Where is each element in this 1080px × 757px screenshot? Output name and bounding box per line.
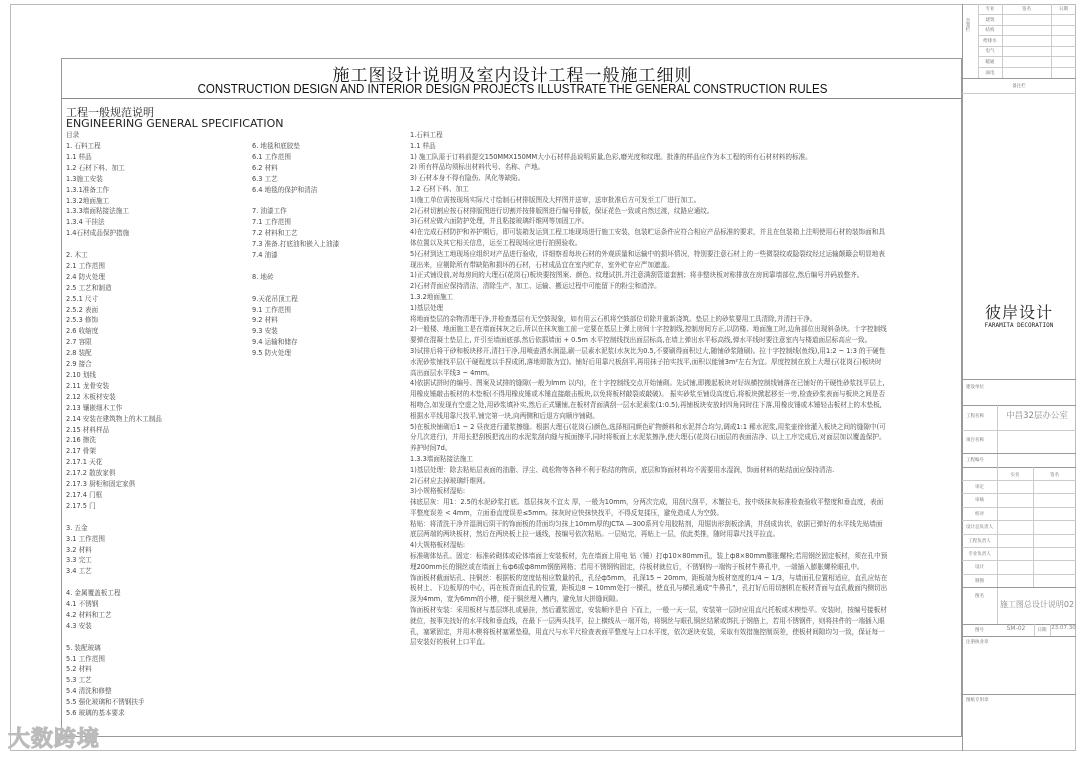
toc-item: 3.3 完工 [66, 556, 92, 565]
spec-paragraph: 3)试排后将干砂和板块移开,清扫干净,用喷壶洒水润湿,刷一层素水泥浆(水灰比为0.5,不要刷得面积过大,随铺砂浆随刷)。拉十字控制线(鱼线),用1:2 ~ 1:3 的干硬性水泥砂浆铺找平层(干硬程度以手捏成团,落地即散为宜)。铺好后用靠尺板刮平,再用抹子拍实找平,面积以能铺3m²左右为宜。厚度控制在放上大理石(花岗石)板块时高出面层水平线3 ~ 4mm。 [410, 346, 886, 377]
toc-item: 4.3 安装 [66, 621, 92, 630]
toc-item: 2.6 收缩度 [66, 327, 99, 336]
toc-item [66, 512, 162, 523]
spec-paragraph: 饰面板材截面钻孔、挂铜丝：根据板的宽度钻相应数量的孔，孔径ф5mm， 孔深15 ~ 20mm，距板端为板材宽度的1/4 ~ 1/3，与墙面孔位置相适应，直孔应钻在板材上、下边板厚的中心，再在板背面直孔的位置，距板边8 ~ 10mm处打一横孔，使直孔与横孔通成“牛鼻孔”，孔打好后用切割机在板材背面与直孔截面内侧切出深为4mm，宽为6mm的小槽，便于铜丝埋入槽内，避免加大拼缝间隙。 [410, 573, 888, 604]
toc-item: 2.15 材料样品 [66, 425, 110, 434]
toc-item: 7. 油漆工作 [252, 207, 287, 216]
toc-item: 1.4石材成品保护措施 [66, 229, 130, 238]
toc-item: 2.5 工艺和制造 [66, 283, 112, 292]
row-divider [978, 46, 1076, 47]
project-label: 工程名称 [966, 414, 984, 419]
col-date: 日期 [1059, 7, 1068, 12]
remarks-label: 备注栏 [1012, 84, 1026, 89]
toc-item: 1.3.4 干挂法 [66, 218, 105, 227]
toc-item: 3. 五金 [66, 523, 88, 532]
toc-item: 6.1 工作范围 [252, 152, 291, 161]
toc-item: 3.2 材料 [66, 545, 92, 554]
title-block [962, 4, 1076, 751]
toc-item: 6. 地毯和底胶垫 [252, 142, 300, 150]
toc-item: 9.4 运输和储存 [252, 338, 298, 347]
toc-item: 7.4 油漆 [252, 251, 278, 260]
client-label: 建设单位 [966, 385, 984, 390]
spec-paragraph: 5)石材到达工地现场应组织对产品进行验收，详细察看每块石材的外观质量和运输中的损坏情况，特别要注意石材上的一些微裂纹或隐裂纹经过运输颠簸会明显地表现出来，应剔除所有带缺陷和损坏的石材，石材成品宜在室内贮存，室外贮存应严加遮盖。 [410, 249, 885, 269]
spec-paragraph: 1)基层处理：除去粘贴层表面的油脂、浮尘、疏松物等各种不利于粘结的物质，底层和饰面材料均不需要用水湿润，饰面材料的粘结面应保持清洁. [410, 465, 835, 474]
toc-item: 2.5.1 尺寸 [66, 294, 99, 303]
specification-body [410, 130, 888, 648]
row-divider [962, 507, 1076, 508]
spec-paragraph: 粘贴：将清洗干净并湿润后阴干的饰面板的背面均匀抹上10mm厚的JCTA —300系列专用胶粘剂，用锯齿形刮板涂满，并刮成齿状，依据已弹好的水平线先贴墙面底层两端的两块板材，然后在两块板上拉一通线，按编号依次粘贴。一层贴完，再贴上一层，依此类推，随时用靠尺找平拉直。 [410, 519, 883, 539]
role-label: 工程负责人 [968, 538, 991, 544]
role-label: 专业负责人 [968, 552, 991, 557]
row-divider [978, 14, 1076, 15]
toc-item: 2.10 划线 [66, 371, 96, 380]
toc-item: 2.1 工作范围 [66, 261, 105, 270]
role-label: 校对 [975, 511, 984, 517]
col-sign: 签名 [1022, 7, 1031, 12]
toc-item: 9.天花吊顶工程 [252, 294, 298, 303]
drawing-name-label: 图名 [975, 594, 984, 599]
sheet-title-en: CONSTRUCTION DESIGN AND INTERIOR DESIGN PROJECTS ILLUSTRATE THE GENERAL CONSTRUCTION RULES [197, 82, 828, 96]
toc-item: 2. 木工 [66, 251, 88, 260]
spec-paragraph: 2)石材应去掉玻璃纤维网。 [410, 476, 490, 485]
drawing-number: SM-02 [1006, 625, 1026, 632]
toc-item: 2.9 接合 [66, 360, 92, 369]
spec-paragraph: 1.3.3墙面粘接法施工 [410, 454, 473, 463]
toc-item: 5.6 玻璃的基本要求 [66, 709, 125, 718]
countersign-major: 给排水 [983, 38, 997, 44]
toc-item: 2.17.1 天花 [66, 458, 103, 467]
spec-paragraph: 1.1 样品 [410, 141, 436, 150]
toc-item: 2.8 装配 [66, 349, 92, 358]
drawing-name: 施工图总设计说明02 [999, 600, 1075, 609]
toc-item: 1.3施工安装 [66, 174, 103, 183]
row-divider [962, 534, 1076, 535]
toc-item: 6.4 地毯的保护和清洁 [252, 185, 318, 194]
toc-item: 1.3.1准备工作 [66, 185, 110, 194]
toc-item: 2.17.5 门 [66, 501, 96, 510]
toc-item: 5.3 工艺 [66, 676, 92, 685]
drawing-frame [61, 58, 962, 737]
toc-item: 5.2 材料 [66, 665, 92, 674]
spec-paragraph: 1.3.2地面施工 [410, 292, 454, 301]
role-label: 审核 [975, 498, 984, 504]
spec-paragraph: 2)石材切割应按石材排版图进行切割并按排版图进行编号排版，保证花色一致或自然过渡，纹路应通纹。 [410, 206, 714, 215]
spec-paragraph: 2)石材背面应保持清洁，清除生产、加工、运输、搬运过程中可能留下的粉尘和渣滓。 [410, 282, 661, 291]
toc-item: 2.13 镶嵌细木工作 [66, 403, 123, 412]
seal-label: 注册执业章 [966, 640, 989, 645]
toc-item: 2.16 擦洗 [66, 436, 96, 445]
watermark: 大数跨境 [8, 727, 101, 752]
role-label: 审定 [975, 485, 984, 490]
toc-item: 9.3 安装 [252, 327, 278, 336]
toc-item: 5.5 强化玻璃和不锈钢扶手 [66, 698, 145, 707]
col-real-name: 实名 [1010, 473, 1020, 478]
toc-item: 7.3 准备.打底油和嵌入上油漆 [252, 240, 340, 249]
spec-paragraph: 1)基层处理 [410, 303, 444, 312]
stamp-label: 图纸专用章 [966, 698, 989, 703]
toc-item: 2.17.2 散放家俱 [66, 469, 116, 478]
spec-paragraph: 将地面垫层的杂物清理干净,并检查基层有无空鼓现象，如有用云石机将空鼓部位切除并重新浇筑。垫层上的砂浆要用工具清除,并清扫干净。 [410, 314, 817, 323]
toc-item: 9.2 材料 [252, 316, 278, 325]
spec-paragraph: 饰面板材安装：采用板材与基层绑扎或悬挂，然后灌浆固定，安装顺序是自 下而上，一般一天一层，安装第一层时应用直尺托板或木楔垫平。安装时，按编号接板材就位，按事先找好的水平线和垂直线，在最下一层两头找平，拉上横线从一端开始，将铜丝与眼孔铜丝结紧或绑扎于钢筋上，若用不锈钢件，则将挂件的一端插入眼孔，塞紧固定，并用木楔将板材塞紧垫稳，用直尺与水平尺检查表面平整度与上口水平度，依次逐块安装，采取有效措施控制误差，使板材间隙均匀一致，保证每一层安装好的板材上口平直。 [410, 606, 887, 647]
col-major: 专业 [985, 7, 995, 12]
toc-item: 2.12 木板材安装 [66, 392, 116, 401]
toc-item: 5.4 清洗和修整 [66, 687, 112, 696]
toc-item: 3.4 工艺 [66, 567, 92, 576]
toc-item: 2.17 骨架 [66, 447, 96, 456]
role-label: 制图 [975, 578, 984, 584]
role-label: 设计 [975, 565, 984, 571]
spec-paragraph: 1)施工单位需按现场实际尺寸绘制石材排版图及大样图并送审，送审批准后方可发至工厂进行加工。 [410, 195, 701, 204]
row-divider [962, 493, 1076, 494]
countersign-major: 结构 [985, 28, 995, 34]
toc-column-1 [66, 141, 162, 719]
toc-item [252, 283, 339, 294]
spec-paragraph: 3)小规格板材湿贴: [410, 487, 466, 496]
col-signature: 签名 [1050, 473, 1059, 478]
spec-paragraph: 标准砌体钻孔、固定：标准砖砌体或砼体墙面上安装板材，先在墙面上用电 钻（锤）打ф10×80mm孔，装上ф8×80mm膨胀螺栓;若用钢丝固定板材，须在孔中预埋200mm长的铜丝或在墙面上布ф6或ф8mm钢筋网格；若用不锈钢钩固定，待板材就位后，不锈钢钩一端钩于板材牛鼻孔中，一端插入膨胀螺栓眼孔中。 [410, 552, 888, 571]
toc-item [66, 632, 162, 643]
spec-paragraph: 1.2 石材下料、加工 [410, 184, 469, 193]
toc-item: 9.1 工作范围 [252, 305, 291, 314]
toc-item: 2.14 安装在建筑物上的木工制品 [66, 414, 162, 423]
spec-paragraph: 4)大规格板材湿贴: [410, 541, 466, 550]
toc-item: 9.5 防火处理 [252, 349, 291, 358]
countersign-major: 建筑 [985, 17, 995, 23]
row-divider [962, 520, 1076, 521]
toc-item: 4. 金属覆盖板工程 [66, 589, 121, 598]
toc-item: 2.17.4 门框 [66, 490, 103, 499]
toc-item: 4.1 不锈钢 [66, 600, 99, 609]
row-divider [978, 25, 1076, 26]
sheet-title-cn: 施工图设计说明及室内设计工程一般施工细则 [332, 66, 693, 86]
row-divider [962, 547, 1076, 548]
toc-item: 4.2 材料和工艺 [66, 610, 112, 619]
toc-item: 1.2 石材下料、加工 [66, 163, 125, 172]
countersign-label: 会签栏 [965, 18, 970, 32]
toc-item: 3.1 工作范围 [66, 534, 105, 543]
toc-item: 2.17.3 厨柜和固定家俱 [66, 480, 136, 489]
spec-paragraph: 3) 石材本身不得有隐伤、风化等缺陷。 [410, 174, 525, 183]
row-divider [978, 67, 1076, 68]
toc-item: 2.11 龙骨安装 [66, 381, 110, 390]
toc-item [252, 261, 339, 272]
toc-item: 7.2 材料和工艺 [252, 229, 298, 238]
role-label: 设计总负责人 [966, 525, 993, 531]
countersign-major: 电气 [985, 49, 995, 55]
spec-paragraph: 1) 施工队需于订料前提交150MMX150MM大小石材样品说明质量,色彩,磨光度和纹理。批准的样品应作为本工程的所有石材材料的标准。 [410, 152, 812, 161]
toc-item: 5.1 工作范围 [66, 654, 105, 663]
toc-item: 1.3.3墙面粘接法施工 [66, 207, 129, 216]
toc-item: 1.1 样品 [66, 152, 92, 161]
row-divider [962, 480, 1076, 481]
toc-item [66, 239, 162, 250]
spec-paragraph: 3)石材应做六面防护处理，并且粘接玻璃纤维网等加固工序。 [410, 217, 589, 226]
toc-item: 1. 石料工程 [66, 142, 101, 150]
spec-paragraph: 1)正式铺设前,对每房间的大理石(花岗石)板块要按图案、颜色、纹理试拼,并注意满刮管道套割；将非整块板对称排放在房间靠墙部位,然后编号并码放整齐。 [410, 271, 864, 280]
toc-item: 6.2 材料 [252, 163, 278, 172]
row-divider [962, 574, 1076, 575]
row-divider [978, 35, 1076, 36]
toc-item: 8. 地砖 [252, 272, 274, 281]
countersign-major: 暖通 [985, 59, 995, 65]
spec-paragraph: 4)依据试拼时的编号、图案及试排的缝隙(一般为lmm 以内)，在十字控制线交点开始铺砌。先试铺,即搬起板块对好纵横控制线铺落在已铺好的干硬性砂浆找平层上,用橡皮锤敲击板材的木垫板(不得用橡皮锤或木锤直接敲击板块,以免将板材敲裂或敲破)。 振实砂浆至铺设高度后,将板块掀起移至一旁,检查砂浆表面与板块之间是否相吻合,如发现有空虚之处,用砂浆填补实,然后正式镶铺,在板材背面满刮一层水泥素浆(1:0.5),再铺板块安放时四角同时往下落,用橡皮锤或木锤轻击板材上的木垫板,根据水平线用靠尺找平,铺完第一块,向两侧和后退方向顺序铺砌。 [410, 379, 886, 420]
drawing-no-label: 图号 [975, 628, 984, 633]
toc-column-2 [252, 141, 339, 359]
drawing-date: 23.07.30 [1051, 625, 1076, 631]
company-logo-cn: 彼岸设计 [984, 303, 1053, 322]
toc-item: 2.5.2 表面 [66, 305, 99, 314]
number-label: 工程编号 [966, 458, 984, 463]
spec-paragraph: 5)在板块铺砌后1 ~ 2 昼夜进行灌浆擦缝。根据大理石(花岗石)颜色,选择相同颜色矿物颜料和水泥拌合均匀,调成1:1 稀水泥浆,用浆壶徐徐灌入板块之间的缝隙中(可分几次进行)，并用长把刮板把流出的水泥浆刮向缝与板面擦平,同时将板面上水泥浆擦净,使大理石(花岗石)面层的表面洁净、以上工序完成后,对面层加以覆盖保护。养护时间7d。 [410, 422, 886, 453]
row-divider [978, 56, 1076, 57]
spec-paragraph: 抹底层灰：用1：2.5的水泥砂浆打底。基层抹灰不宜太 厚，一般为10mm，分两次完成，用刮尺刮平，木蟹拉毛，按中级抹灰标准检查验收平整度和垂直度，表面平整度误差 < 4mm，立面垂直度误差≤5mm。抹灰时应快抹快找平，不得反复揉压，避免造成人为空鼓。 [410, 498, 884, 517]
toc-item: 1.3.2地面施工 [66, 196, 110, 205]
project-name: 中昌32层办公室 [1006, 411, 1068, 421]
countersign-major: 弱电 [985, 70, 995, 76]
item-label: 项目名称 [966, 438, 984, 443]
toc-item: 2.7 容限 [66, 338, 92, 347]
spec-paragraph: 2)一般楼、地面施工是在墙面抹灰之后,所以在抹灰施工前一定要在基层上弹上房间十字控制线,控制房间方正,以防楼、地面施工时,边角部位出现斜条块。十字控制线要弹在混凝土垫层上, 并引至墙面底部,然后依据墙面 + 0.5m 水平控制线找出面层标高,在墙上弹出水平标高线,弹水平线时要注意室内与楼道面层标高应一致。 [410, 325, 887, 345]
date-label: 日期 [1037, 628, 1047, 633]
toc-heading: 目录 [66, 131, 80, 139]
spec-paragraph: 4)在完成石材防护和养护期后，即可装箱发运到工程工地现场进行施工安装，包装贮运条件应符合相应产品标准的要求，并且在包装箱上注明使用石材的装饰面和具体位置以及其它相关信息，运至工程现场应进行拍照验收。 [410, 228, 885, 247]
title-divider [62, 98, 961, 99]
toc-item: 6.3 工艺 [252, 174, 278, 183]
section-title-cn: 工程一般规范说明 [66, 106, 154, 119]
company-logo-en: FARAMITA DECORATION [984, 322, 1054, 329]
section-title-en: ENGINEERING GENERAL SPECIFICATION [66, 117, 284, 130]
spec-paragraph: 1.石料工程 [410, 131, 443, 139]
toc-item: 2.4 防火处理 [66, 272, 105, 281]
toc-item: 5. 装配玻璃 [66, 643, 101, 652]
toc-item [66, 577, 162, 588]
spec-paragraph: 2) 所有样品均须标出材料代号、名称、产地。 [410, 163, 545, 172]
toc-item [252, 196, 339, 207]
row-divider [962, 560, 1076, 561]
toc-item: 2.5.3 修饰 [66, 316, 99, 325]
toc-item: 7.1 工作范围 [252, 218, 291, 227]
